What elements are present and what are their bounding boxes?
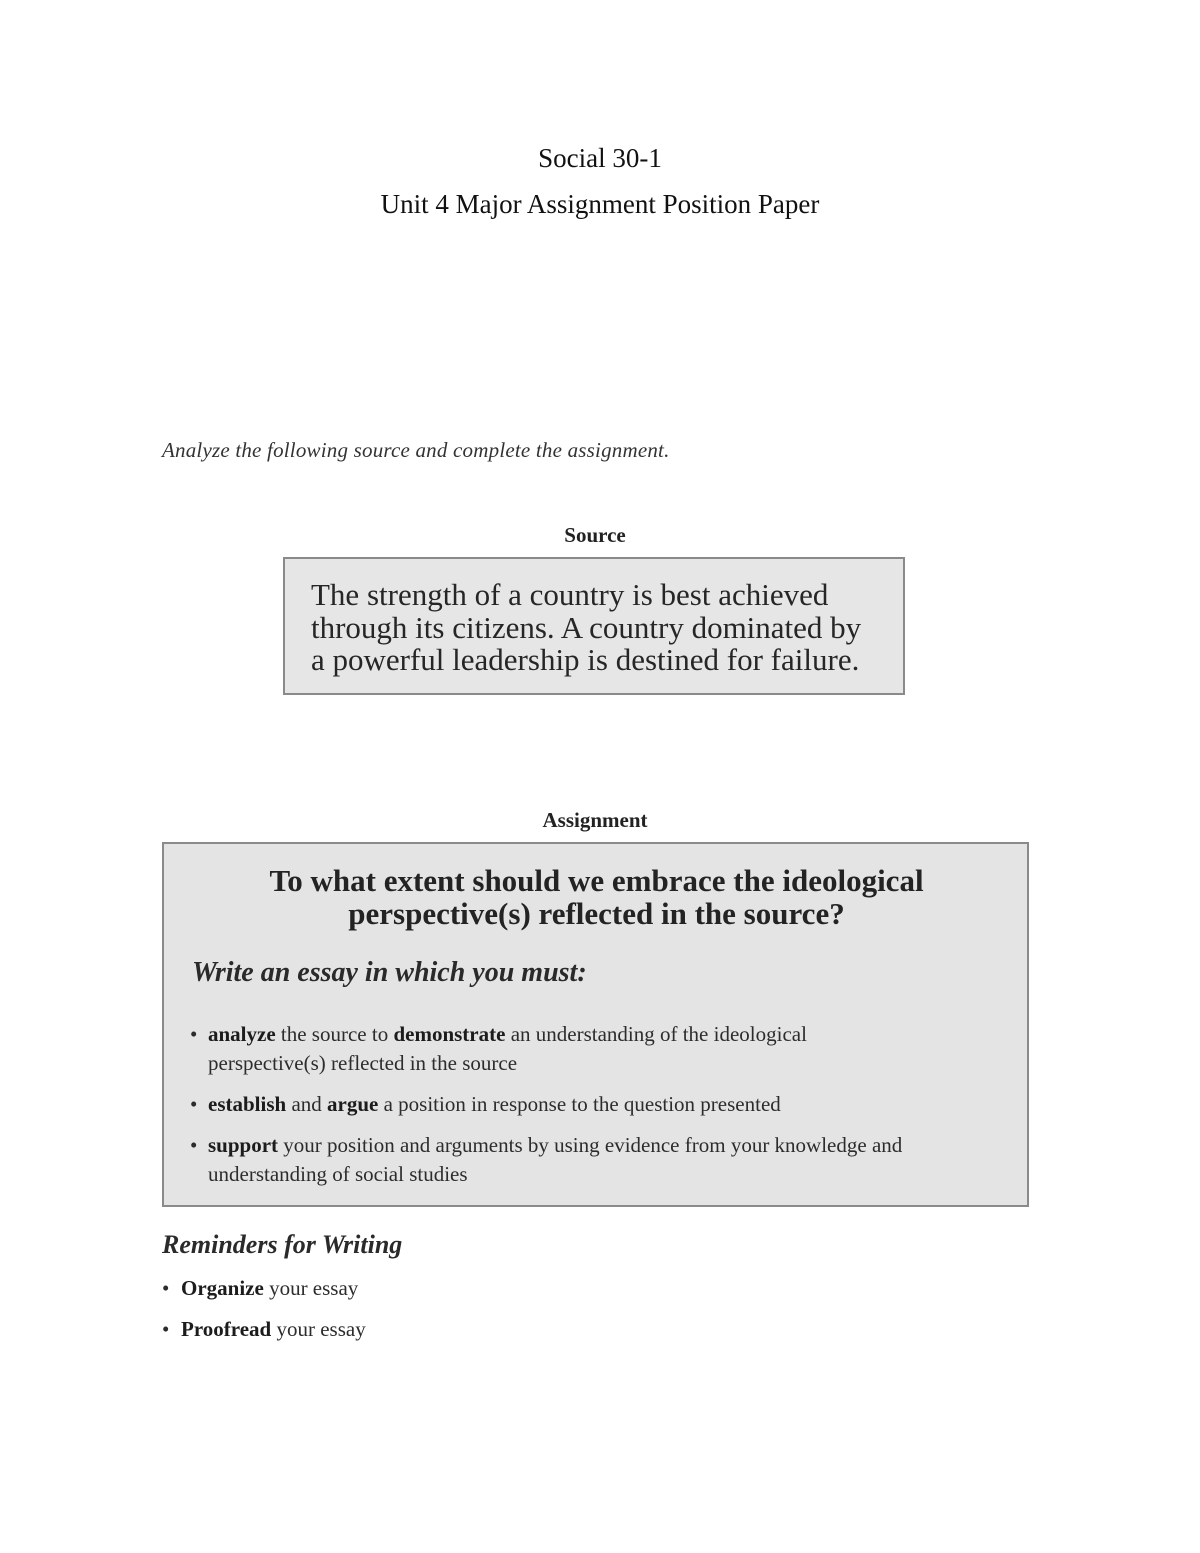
- bullet-icon: •: [190, 1022, 198, 1046]
- task-text: the source to: [275, 1022, 394, 1046]
- reminders-heading: Reminders for Writing: [162, 1230, 403, 1259]
- task-item: [190, 1090, 781, 1119]
- question-line: To what extent should we embrace the ideological: [269, 863, 924, 898]
- question-line: perspective(s) reflected in the source?: [348, 896, 845, 931]
- task-text: your position and arguments by using evidence from your knowledge and: [278, 1133, 903, 1157]
- task-text: an understanding of the ideological: [505, 1022, 807, 1046]
- bullet-icon: •: [190, 1133, 198, 1157]
- reminder-text: your essay: [271, 1317, 366, 1341]
- task-keyword: establish: [208, 1092, 287, 1116]
- task-text: understanding of social studies: [208, 1162, 468, 1186]
- assignment-question: [164, 864, 1029, 930]
- source-line: The strength of a country is best achieved: [311, 577, 829, 612]
- assignment-box: [162, 842, 1029, 1207]
- instruction-text: Analyze the following source and complete the assignment.: [162, 438, 670, 462]
- task-text: and: [286, 1092, 328, 1116]
- reminder-keyword: Proofread: [181, 1317, 272, 1341]
- reminder-keyword: Organize: [181, 1276, 264, 1300]
- task-keyword: support: [208, 1133, 279, 1157]
- task-keyword: argue: [327, 1092, 379, 1116]
- reminder-item: [162, 1317, 366, 1342]
- assignment-title: Unit 4 Major Assignment Position Paper: [380, 189, 820, 219]
- bullet-icon: •: [162, 1276, 170, 1300]
- source-line: through its citizens. A country dominated by: [311, 609, 862, 645]
- bullet-icon: •: [190, 1092, 198, 1116]
- reminder-item: [162, 1276, 358, 1301]
- task-keyword: analyze: [208, 1022, 276, 1046]
- source-line: a powerful leadership is destined for failure.: [311, 642, 860, 677]
- assignment-label: Assignment: [542, 808, 648, 832]
- source-box: [283, 557, 905, 695]
- task-text: a position in response to the question presented: [378, 1092, 781, 1116]
- task-keyword: demonstrate: [393, 1022, 506, 1046]
- essay-heading: Write an essay in which you must:: [192, 957, 587, 988]
- reminder-text: your essay: [263, 1276, 359, 1300]
- task-item: [190, 1020, 807, 1078]
- task-text: perspective(s) reflected in the source: [208, 1051, 518, 1075]
- course-title: Social 30-1: [538, 143, 662, 173]
- bullet-icon: •: [162, 1317, 170, 1341]
- task-item: [190, 1131, 902, 1189]
- source-label: Source: [564, 523, 626, 547]
